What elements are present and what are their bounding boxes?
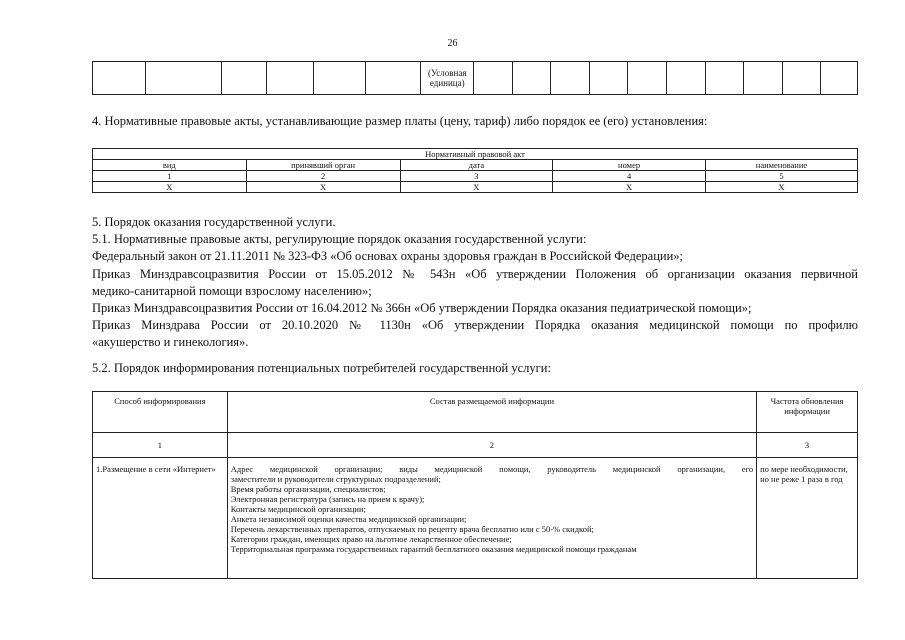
table-cell [782,62,821,95]
table-cell [628,62,667,95]
legal-act-line: «акушерство и гинекология». [92,335,249,350]
column-header: дата [400,160,553,171]
table-cell: Х [400,182,553,193]
table-cell: Х [246,182,400,193]
unit-cell: (Условная единица) [421,62,474,95]
table-cell [93,62,146,95]
column-number: 2 [246,171,400,182]
table-cell: Х [93,182,247,193]
table-cell [821,62,858,95]
section-5-2-heading: 5.2. Порядок информирования потенциальных потребителей государственной услуги: [92,361,551,375]
section-5-1-heading: 5.1. Нормативные правовые акты, регулирующие порядок оказания государственной услуги: [92,232,587,247]
table-row [93,392,858,433]
column-header: Частота обновления информации [757,392,858,433]
content-line: Контакты медицинской организации; [230,504,366,514]
table-row [93,171,858,182]
legal-acts-table [92,148,858,193]
table-cell: Х [705,182,857,193]
column-number: 1 [93,433,228,458]
frequency-cell: по мере необходимости, но не реже 1 раза в год [757,458,858,579]
section-4-heading: 4. Нормативные правовые акты, устанавливающие размер платы (цену, тариф) либо порядок ее (его) установления: [92,114,708,128]
section-5-heading: 5. Порядок оказания государственной услуги. [92,215,336,229]
table-row [93,149,858,160]
table-cell [512,62,551,95]
legal-act-line: Приказ Минздрава России от 20.10.2020 № 1130н «Об утверждении Порядка оказания медицинской помощи по профилю [92,318,858,333]
continuation-table [92,61,858,95]
table-row [93,433,858,458]
table-cell [744,62,783,95]
table-cell [705,62,744,95]
table-cell [474,62,513,95]
table-cell [666,62,705,95]
column-header: вид [93,160,247,171]
column-number: 3 [757,433,858,458]
column-number: 5 [705,171,857,182]
content-line: Перечень лекарственных препаратов, отпускаемых по рецепту врача бесплатно или с 50-% скидкой; [230,524,594,534]
table-cell [551,62,590,95]
content-line: Категории граждан, имеющих право на льготное лекарственное обеспечение; [230,534,512,544]
content-line: Анкета независимой оценки качества медицинской организации; [230,514,467,524]
table-row [93,62,858,95]
column-header: принявший орган [246,160,400,171]
column-number: 2 [227,433,756,458]
table-cell [267,62,313,95]
content-cell [227,458,756,579]
legal-act-line: Приказ Минздравсоцразвития России от 15.05.2012 № 543н «Об утверждении Положения об организации оказания первичной [92,266,858,281]
table-cell [589,62,628,95]
content-line: Время работы организации, специалистов; [230,484,386,494]
table-cell [146,62,221,95]
table-cell [313,62,365,95]
column-number: 1 [93,171,247,182]
content-line: Территориальная программа государственных гарантий бесплатного оказания медицинской помощи гражданам [230,544,637,554]
table-row [93,160,858,171]
table-cell [221,62,266,95]
method-cell: 1.Размещение в сети «Интернет» [93,458,228,579]
column-number: 3 [400,171,553,182]
informing-table [92,391,858,579]
content-line: заместители и руководители структурных подразделений; [230,474,441,484]
content-line: Адрес медицинской организации; виды медицинской помощи, руководитель медицинской организации, его [230,464,754,474]
content-line: Электронная регистратура (запись на прием к врачу); [230,494,425,504]
column-header: Состав размещаемой информации [227,392,756,433]
legal-act-line: медико-санитарной помощи взрослому населению»; [92,283,372,298]
table-cell: Х [553,182,706,193]
column-header: номер [553,160,706,171]
column-header: Способ информирования [93,392,228,433]
legal-act-line: Приказ Минздравсоцразвития России от 16.04.2012 № 366н «Об утверждении Порядка оказания педиатрической помощи»; [92,301,752,316]
table-cell [365,62,420,95]
column-number: 4 [553,171,706,182]
table-row [93,182,858,193]
group-header: Нормативный правовой акт [93,149,858,160]
column-header: наименование [705,160,857,171]
section-5 [92,214,858,352]
legal-act-line: Федеральный закон от 21.11.2011 № 323-ФЗ «Об основах охраны здоровья граждан в Российской Федерации»; [92,249,684,264]
page-number: 26 [447,38,458,49]
table-row [93,458,858,579]
